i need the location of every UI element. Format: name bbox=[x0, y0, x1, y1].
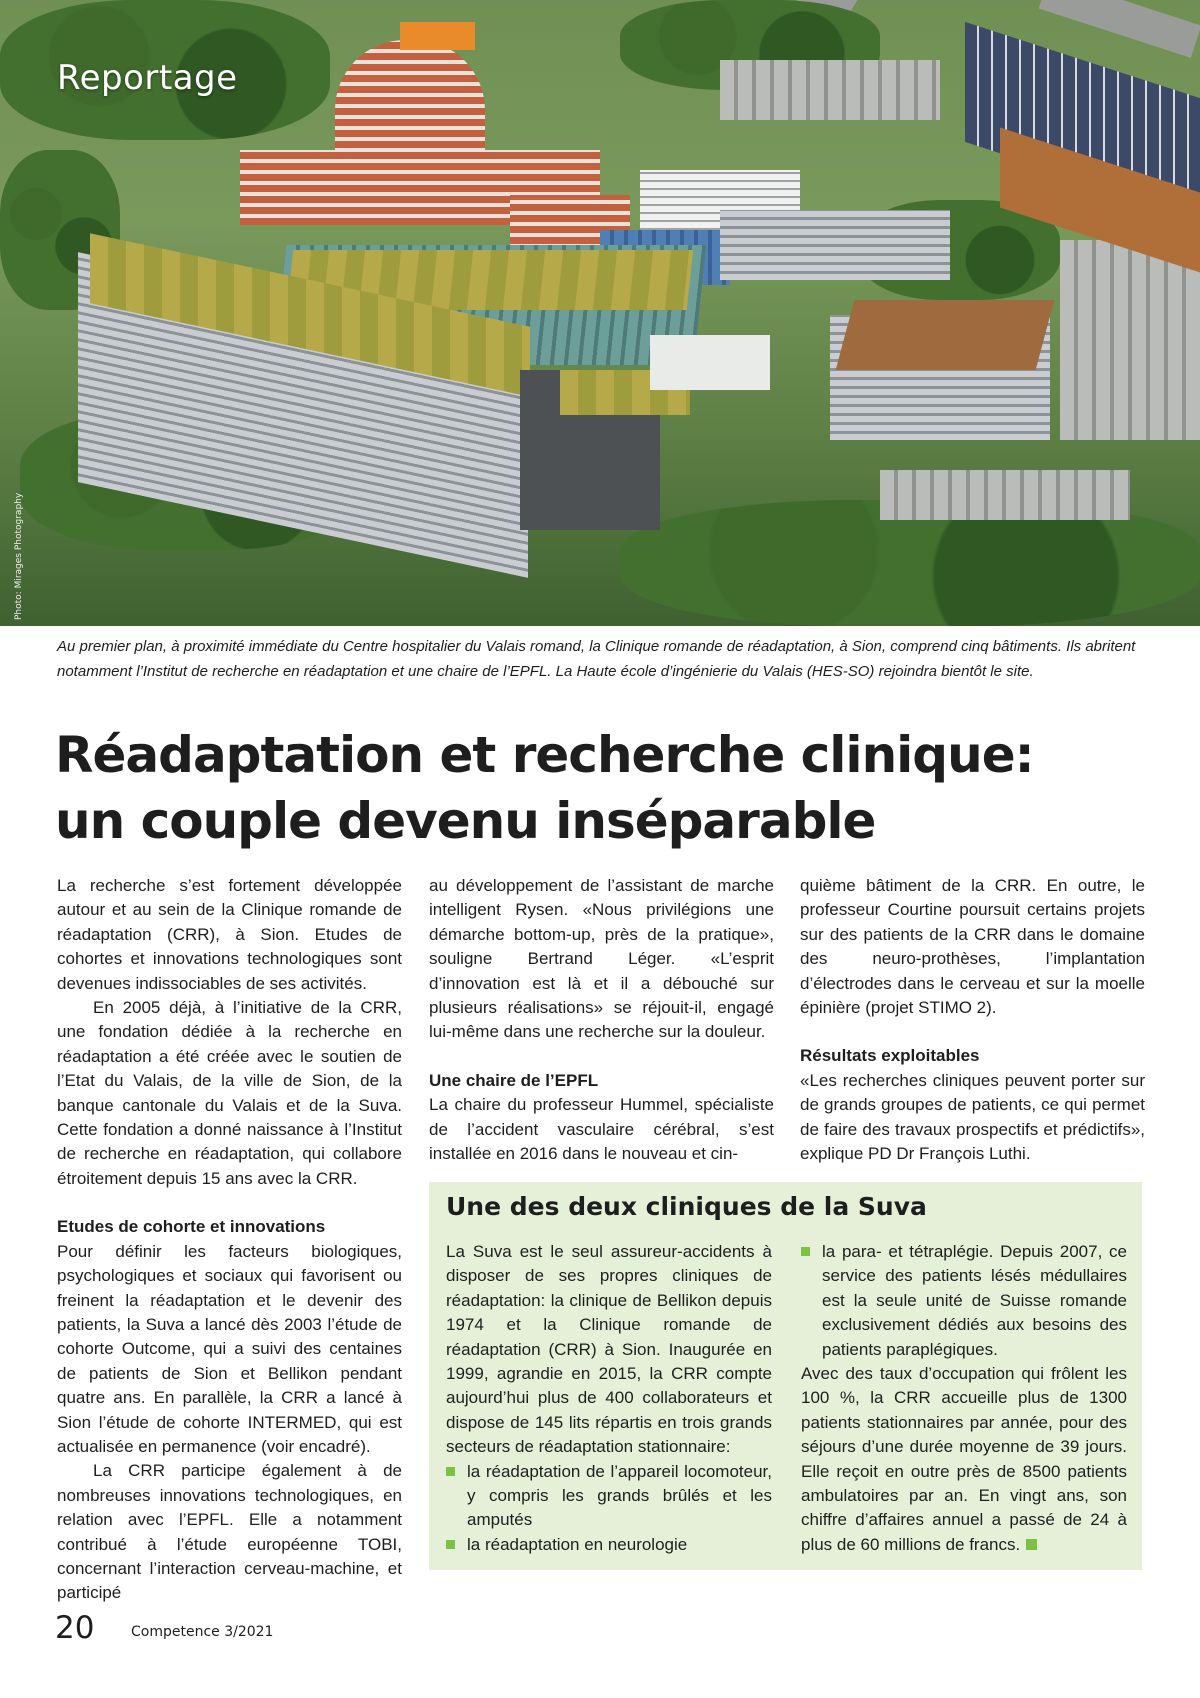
info-box-suva bbox=[429, 1182, 1142, 1570]
headline-line-2: un couple devenu inséparable bbox=[55, 792, 876, 850]
subheading-results: Résultats exploitables bbox=[800, 1046, 980, 1066]
section-tag: Reportage bbox=[57, 58, 238, 98]
paragraph-cohort: Pour définir les facteurs biologiques, psychologiques et sociaux qui favorisent ou freinent la réadaptation et le devenir des patients, la Suva a lancé dès 2003 l’étude de cohorte Outcome, qui a suivi des centaines de patients de Sion et Bellikon pendant quatre ans. En parallèle, la CRR a lancé à Sion l’étude de cohorte INTERMED, qui est actualisée en permanence (voir encadré). bbox=[57, 1241, 402, 1456]
spacer bbox=[57, 1191, 402, 1215]
list-item bbox=[446, 1460, 772, 1533]
list-item bbox=[446, 1533, 772, 1557]
paragraph-innovation: La CRR participe également à de nombreuses innovations technologiques, en relation avec l’EPFL. Elle a notamment contribué à l’étude européenne TOBI, concernant l’interaction cerveau-machine, et participé bbox=[57, 1461, 402, 1603]
info-box-paragraph-1: La Suva est le seul assureur-accidents à disposer de ses propres cliniques de réadaptation: la clinique de Bellikon depuis 1974 et la Clinique romande de réadaptation (CRR) à Sion. Inaugurée en 1999, agrandie en 2015, la CRR compte aujourd’hui plus de 400 collaborateurs et dispose de 145 lits répartis en trois grands secteurs de réadaptation stationnaire: bbox=[446, 1242, 772, 1457]
info-box-column-1 bbox=[446, 1240, 772, 1557]
list-item bbox=[801, 1240, 1127, 1362]
article-headline bbox=[55, 722, 1155, 854]
info-box-paragraph-2 bbox=[801, 1362, 1127, 1557]
subheading-epfl: Une chaire de l’EPFL bbox=[429, 1070, 599, 1090]
list-item-text: la réadaptation de l’appareil locomoteur, y compris les grands brûlés et les amputés bbox=[467, 1461, 772, 1530]
article-column-1 bbox=[57, 874, 402, 1603]
info-box-list bbox=[446, 1460, 772, 1558]
paragraph-epfl: La chaire du professeur Hummel, spécialiste de l’accident vasculaire cérébral, s’est installée en 2016 dans le nouveau et cin- bbox=[429, 1095, 774, 1164]
paragraph-rysen: au développement de l’assistant de marche intelligent Rysen. «Nous privilégions une démarche bottom-up, près de la pratique», souligne Bertrand Léger. «L’esprit d’innovation est là et il a débouché sur plusieurs réalisations» se réjouit-il, engagé lui-même dans une recherche sur la douleur. bbox=[429, 876, 774, 1042]
headline-line-1: Réadaptation et recherche clinique: bbox=[55, 726, 1034, 784]
article-column-3 bbox=[800, 874, 1145, 1164]
article-column-2 bbox=[429, 874, 774, 1164]
hero-white-pavilion bbox=[650, 335, 770, 390]
hero-parking bbox=[880, 470, 1130, 520]
paragraph-epfl-continued: quième bâtiment de la CRR. En outre, le professeur Courtine poursuit certains projets sur des patients de la CRR dans le domaine des neuro-prothèses, l’implantation d’électrodes dans le cerveau et sur la moelle épinière (projet STIMO 2). bbox=[800, 876, 1145, 1018]
spacer bbox=[429, 1045, 774, 1069]
hero-right-roof bbox=[836, 300, 1055, 370]
hero-tower-top bbox=[400, 22, 475, 50]
hero-parking bbox=[1060, 240, 1200, 440]
info-box-column-2 bbox=[801, 1240, 1127, 1557]
photo-caption: Au premier plan, à proximité immédiate du Centre hospitalier du Valais romand, la Clinique romande de réadaptation, à Sion, comprend cinq bâtiments. Ils abritent notamment l’Institut de recherche en réadaptation et une chaire de l’EPFL. La Haute école d’ingénierie du Valais (HES-SO) rejoindra bientôt le site. bbox=[57, 638, 1136, 680]
hero-photo bbox=[0, 0, 1200, 626]
hero-parking bbox=[720, 60, 940, 120]
paragraph-results: «Les recherches cliniques peuvent porter sur de grands groupes de patients, ce qui permet de faire des travaux prospectifs et prédictifs», explique PD Dr François Luthi. bbox=[800, 1070, 1145, 1164]
subheading-cohort: Etudes de cohorte et innovations bbox=[57, 1217, 326, 1237]
end-mark-icon bbox=[1026, 1539, 1037, 1550]
page-number: 20 bbox=[55, 1610, 95, 1646]
info-box-paragraph-2-text: Avec des taux d’occupation qui frôlent les 100 %, la CRR accueille plus de 1300 patients stationnaires par année, pour des séjours d’une durée moyenne de 39 jours. Elle reçoit en outre près de 8500 patients ambulatoires par an. En vingt ans, son chiffre d’affaires annuel a passé de 24 à plus de 60 millions de francs. bbox=[801, 1364, 1127, 1554]
magazine-issue: Competence 3/2021 bbox=[131, 1624, 274, 1640]
bullet-square-icon bbox=[446, 1540, 455, 1549]
hero-highway bbox=[1039, 0, 1200, 58]
bullet-square-icon bbox=[446, 1467, 455, 1476]
bullet-square-icon bbox=[801, 1247, 810, 1256]
spacer bbox=[800, 1020, 1145, 1044]
info-box-list-continued bbox=[801, 1240, 1127, 1362]
list-item-text: la para- et tétraplégie. Depuis 2007, ce service des patients lésés médullaires est la seule unité de Suisse romande exclusivement dédiés aux besoins des patients paraplégiques. bbox=[822, 1242, 1127, 1359]
paragraph-foundation: En 2005 déjà, à l’initiative de la CRR, une fondation dédiée à la recherche en réadaptation a été créée avec le soutien de l’Etat du Valais, de la ville de Sion, de la banque cantonale du Valais et de la Suva. Cette fondation a donné naissance à l’Institut de recherche en réadaptation, qui collabore étroitement depuis 15 ans avec la CRR. bbox=[57, 998, 402, 1188]
hero-long-building bbox=[720, 210, 950, 280]
list-item-text: la réadaptation en neurologie bbox=[467, 1534, 688, 1554]
photo-credit: Photo: Mirages Photography bbox=[14, 492, 24, 620]
article-intro: La recherche s’est fortement développée autour et au sein de la Clinique romande de réadaptation (CRR), à Sion. Etudes de cohortes et innovations technologiques sont devenues indissociables de ses activités. bbox=[57, 876, 402, 993]
info-box-title: Une des deux cliniques de la Suva bbox=[446, 1192, 927, 1221]
